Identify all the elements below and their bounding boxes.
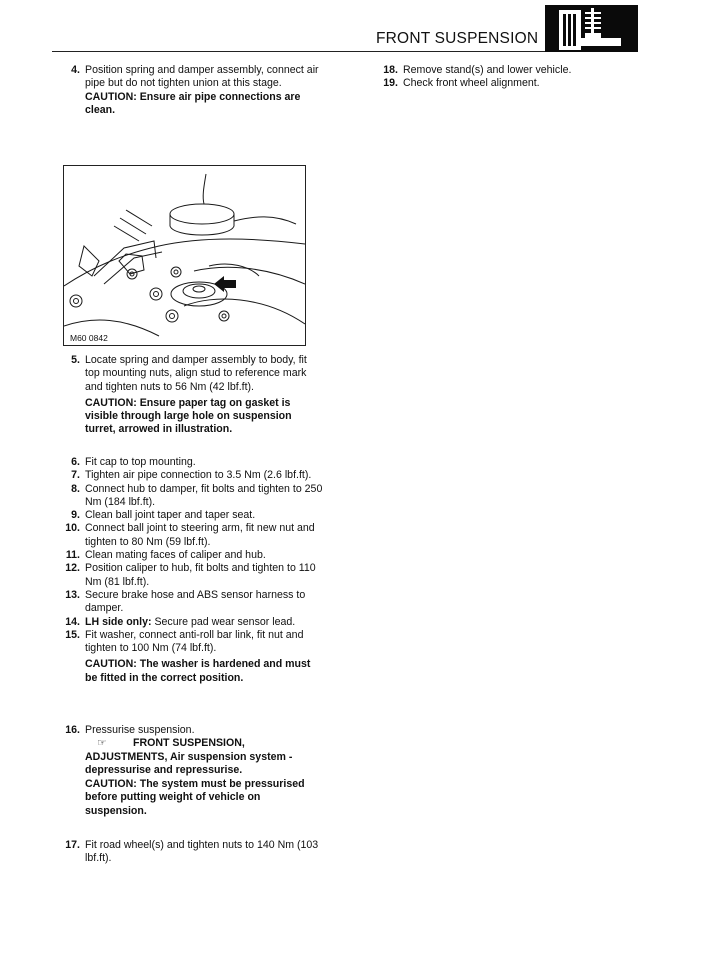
caution-note: CAUTION: The system must be pressurised before putting weight of vehicle on suspension. bbox=[85, 778, 305, 817]
front-suspension-icon bbox=[545, 5, 638, 52]
step-text: Secure pad wear sensor lead. bbox=[151, 615, 296, 628]
step-text: Position spring and damper assembly, connect air pipe but do not tighten union at this stage. bbox=[85, 64, 319, 90]
step-text: Pressurise suspension. bbox=[85, 724, 195, 736]
figure-label: M60 0842 bbox=[70, 333, 108, 343]
step-12 bbox=[58, 562, 324, 589]
step-text: Check front wheel alignment. bbox=[403, 77, 540, 90]
step-number: 15. bbox=[65, 628, 80, 641]
step-text: Clean mating faces of caliper and hub. bbox=[85, 549, 266, 562]
step-13 bbox=[58, 589, 324, 616]
step-17 bbox=[58, 839, 324, 866]
step-number: 16. bbox=[65, 724, 80, 736]
step-10 bbox=[58, 522, 324, 549]
step-number: 17. bbox=[65, 839, 80, 851]
cross-reference bbox=[85, 737, 324, 777]
step-number: 4. bbox=[71, 64, 80, 76]
pointing-hand-icon: ☞ bbox=[97, 737, 107, 750]
steps-6-15 bbox=[58, 456, 324, 685]
step-text: Fit road wheel(s) and tighten nuts to 140 Nm (103 lbf.ft). bbox=[85, 839, 319, 865]
step-text: Connect hub to damper, fit bolts and tighten to 250 Nm (184 lbf.ft). bbox=[85, 482, 323, 508]
step-text: Connect ball joint to steering arm, fit new nut and tighten to 80 Nm (59 lbf.ft). bbox=[85, 522, 315, 548]
steps-18-19 bbox=[376, 64, 636, 91]
step-8 bbox=[58, 483, 324, 510]
caution-note: CAUTION: Ensure paper tag on gasket is visible through large hole on suspension turret, arrowed in illustration. bbox=[85, 396, 292, 436]
step-number: 13. bbox=[65, 588, 80, 601]
step-5 bbox=[58, 354, 324, 437]
step-number: 14. bbox=[65, 615, 80, 628]
step-bold-prefix: LH side only: bbox=[85, 615, 152, 628]
step-15 bbox=[58, 629, 324, 656]
step-text: Locate spring and damper assembly to body, fit top mounting nuts, align stud to reference mark and tighten nuts to 56 Nm (42 lbf.ft). bbox=[85, 354, 307, 393]
step-9 bbox=[58, 509, 324, 522]
caution-note: CAUTION: Ensure air pipe connections are clean. bbox=[85, 90, 301, 116]
step-text: Secure brake hose and ABS sensor harness to damper. bbox=[85, 588, 306, 615]
step-text: Position caliper to hub, fit bolts and tighten to 110 Nm (81 lbf.ft). bbox=[85, 562, 316, 588]
step-text: Fit washer, connect anti-roll bar link, fit nut and tighten to 100 Nm (74 lbf.ft). bbox=[85, 628, 304, 655]
step-number: 10. bbox=[65, 522, 80, 535]
step-19 bbox=[376, 77, 636, 90]
step-text: Tighten air pipe connection to 3.5 Nm (2.6 lbf.ft). bbox=[85, 469, 312, 482]
step-number: 9. bbox=[71, 509, 80, 522]
caution-note: CAUTION: The washer is hardened and must be fitted in the correct position. bbox=[85, 658, 311, 684]
step-number: 5. bbox=[71, 354, 80, 366]
cross-reference-text: FRONT SUSPENSION, ADJUSTMENTS, Air suspension system - depressurise and repressurise. bbox=[85, 737, 293, 776]
step-number: 18. bbox=[383, 64, 398, 76]
step-text: Fit cap to top mounting. bbox=[85, 456, 196, 468]
step-14 bbox=[58, 616, 324, 629]
step-number: 11. bbox=[65, 549, 80, 562]
step-18 bbox=[376, 64, 636, 77]
step-number: 6. bbox=[71, 456, 80, 468]
step-16 bbox=[58, 724, 324, 818]
step-number: 12. bbox=[65, 562, 80, 575]
step-number: 8. bbox=[71, 482, 80, 495]
step-number: 19. bbox=[383, 77, 398, 90]
step-text: Remove stand(s) and lower vehicle. bbox=[403, 64, 572, 76]
step-number: 7. bbox=[71, 469, 80, 482]
step-text: Clean ball joint taper and taper seat. bbox=[85, 509, 256, 522]
step-11 bbox=[58, 549, 324, 562]
section-title: FRONT SUSPENSION bbox=[376, 30, 539, 47]
step-4 bbox=[58, 64, 324, 117]
spring-damper-turret-illustration bbox=[63, 165, 306, 346]
step-6 bbox=[58, 456, 324, 469]
step-7 bbox=[58, 469, 324, 482]
